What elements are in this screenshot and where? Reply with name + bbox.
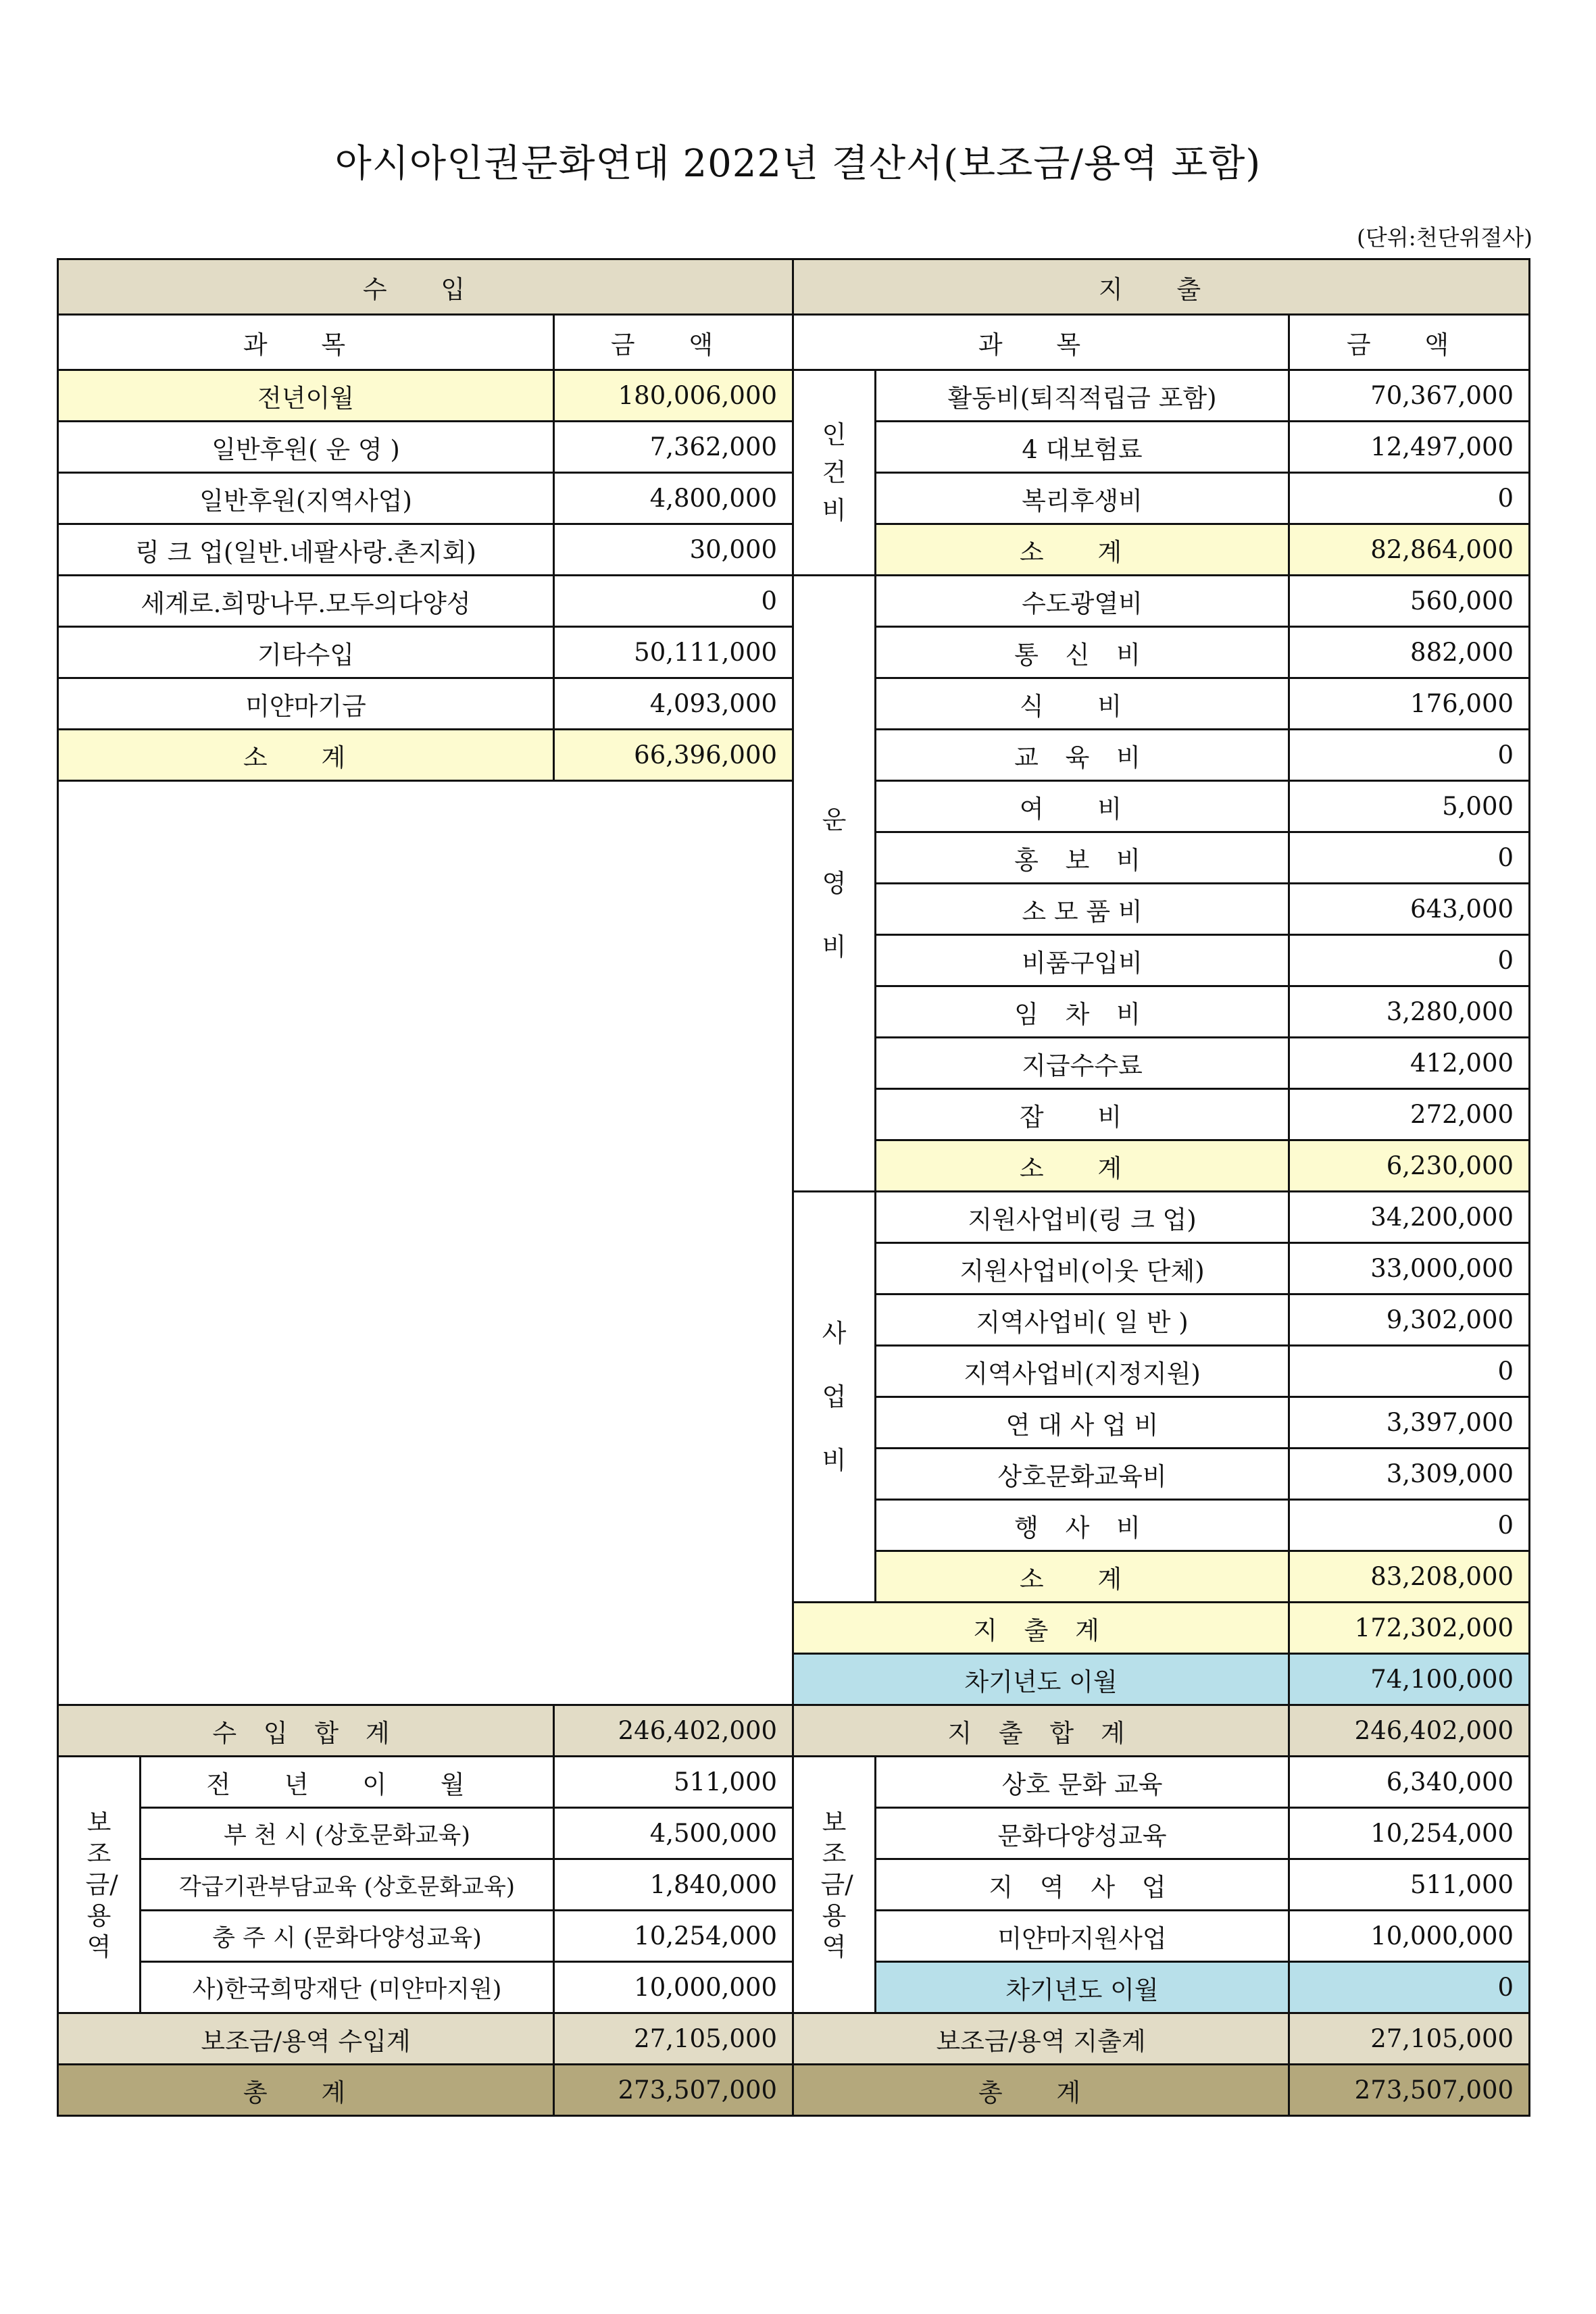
subsidy-income-label: 부 천 시 (상호문화교육): [141, 1808, 554, 1859]
expense-label: 지원사업비(이웃 단체): [876, 1243, 1289, 1294]
expense-amount: 3,280,000: [1289, 986, 1530, 1038]
personnel-subtotal-label: 소 계: [876, 524, 1289, 576]
grand-total-income-amount: 273,507,000: [554, 2065, 793, 2116]
expense-header: 지 출: [793, 259, 1530, 315]
expense-amount: 0: [1289, 730, 1530, 781]
expense-label: 행 사 비: [876, 1500, 1289, 1551]
expense-label: 상호문화교육비: [876, 1449, 1289, 1500]
projects-group-text: 사업비: [822, 1318, 847, 1475]
expense-amount: 272,000: [1289, 1089, 1530, 1140]
unit-note: (단위:천단위절사): [1356, 224, 1532, 251]
expense-label: 임 차 비: [876, 986, 1289, 1038]
subsidy-income-amount: 10,254,000: [554, 1911, 793, 1962]
expense-amount: 70,367,000: [1289, 370, 1530, 422]
expense-amount: 5,000: [1289, 781, 1530, 832]
expense-label: 교 육 비: [876, 730, 1289, 781]
expense-subject-header: 과 목: [793, 315, 1289, 370]
expense-amount: 34,200,000: [1289, 1192, 1530, 1243]
expense-total-label: 지 출 계: [793, 1603, 1289, 1654]
expense-amount: 0: [1289, 935, 1530, 986]
income-label: 일반후원(지역사업): [58, 473, 554, 524]
subsidy-expense-label: 문화다양성교육: [876, 1808, 1289, 1859]
income-empty-area: [58, 781, 793, 1705]
expense-total-amount: 172,302,000: [1289, 1603, 1530, 1654]
expense-label: 비품구입비: [876, 935, 1289, 986]
expense-label: 여 비: [876, 781, 1289, 832]
income-amount: 180,006,000: [554, 370, 793, 422]
income-amount: 4,800,000: [554, 473, 793, 524]
expense-label: 연 대 사 업 비: [876, 1397, 1289, 1449]
income-label: 미얀마기금: [58, 678, 554, 730]
expense-label: 지원사업비(링 크 업): [876, 1192, 1289, 1243]
subsidy-income-label: 전 년 이 월: [141, 1757, 554, 1808]
carryover-label: 차기년도 이월: [793, 1654, 1289, 1705]
subsidy-expense-group-label: [793, 1757, 876, 2013]
subsidy-income-total-label: 보조금/용역 수입계: [58, 2013, 554, 2065]
income-label: 일반후원( 운 영 ): [58, 422, 554, 473]
expense-amount: 12,497,000: [1289, 422, 1530, 473]
page-title: 아시아인권문화연대 2022년 결산서(보조금/용역 포함): [334, 142, 1262, 186]
expense-amount: 882,000: [1289, 627, 1530, 678]
expense-label: 활동비(퇴직적립금 포함): [876, 370, 1289, 422]
income-amount-header: 금 액: [554, 315, 793, 370]
subsidy-expense-label: 상호 문화 교육: [876, 1757, 1289, 1808]
subsidy-expense-amount: 10,000,000: [1289, 1911, 1530, 1962]
expense-label: 4 대보험료: [876, 422, 1289, 473]
income-subtotal-amount: 66,396,000: [554, 730, 793, 781]
expense-label: 홍 보 비: [876, 832, 1289, 884]
income-subject-header: 과 목: [58, 315, 554, 370]
expense-label: 지역사업비(지정지원): [876, 1346, 1289, 1397]
expense-label: 식 비: [876, 678, 1289, 730]
expense-label: 지급수수료: [876, 1038, 1289, 1089]
income-sum-label: 수 입 합 계: [58, 1705, 554, 1757]
income-subtotal-label: 소 계: [58, 730, 554, 781]
income-amount: 30,000: [554, 524, 793, 576]
subsidy-expense-amount: 6,340,000: [1289, 1757, 1530, 1808]
expense-amount: 3,309,000: [1289, 1449, 1530, 1500]
expense-amount: 0: [1289, 1346, 1530, 1397]
subsidy-income-amount: 1,840,000: [554, 1859, 793, 1911]
subsidy-income-amount: 4,500,000: [554, 1808, 793, 1859]
expense-amount: 0: [1289, 1500, 1530, 1551]
subsidy-income-total-amount: 27,105,000: [554, 2013, 793, 2065]
grand-total-income-label: 총 계: [58, 2065, 554, 2116]
expense-amount: 9,302,000: [1289, 1294, 1530, 1346]
income-label: 링 크 업(일반.네팔사랑.촌지회): [58, 524, 554, 576]
subsidy-expense-amount: 10,254,000: [1289, 1808, 1530, 1859]
subsidy-income-group-text: 보조금/용역: [85, 1807, 118, 1961]
subsidy-expense-amount: 511,000: [1289, 1859, 1530, 1911]
operations-subtotal-label: 소 계: [876, 1140, 1289, 1192]
income-sum-amount: 246,402,000: [554, 1705, 793, 1757]
subsidy-income-amount: 10,000,000: [554, 1962, 793, 2013]
expense-sum-label: 지 출 합 계: [793, 1705, 1289, 1757]
subsidy-carryover-amount: 0: [1289, 1962, 1530, 2013]
grand-total-expense-label: 총 계: [793, 2065, 1289, 2116]
expense-amount: 560,000: [1289, 576, 1530, 627]
expense-label: 소 모 품 비: [876, 884, 1289, 935]
expense-amount: 412,000: [1289, 1038, 1530, 1089]
income-amount: 4,093,000: [554, 678, 793, 730]
income-label: 세계로.희망나무.모두의다양성: [58, 576, 554, 627]
subsidy-expense-total-amount: 27,105,000: [1289, 2013, 1530, 2065]
subsidy-income-amount: 511,000: [554, 1757, 793, 1808]
expense-amount-header: 금 액: [1289, 315, 1530, 370]
expense-amount: 33,000,000: [1289, 1243, 1530, 1294]
carryover-amount: 74,100,000: [1289, 1654, 1530, 1705]
income-amount: 0: [554, 576, 793, 627]
subsidy-expense-total-label: 보조금/용역 지출계: [793, 2013, 1289, 2065]
expense-label: 통 신 비: [876, 627, 1289, 678]
personnel-group-text: 인건비: [822, 420, 847, 525]
settlement-table: [57, 258, 1530, 2117]
subsidy-expense-group-text: 보조금/용역: [820, 1807, 853, 1961]
subsidy-income-label: 충 주 시 (문화다양성교육): [141, 1911, 554, 1962]
grand-total-expense-amount: 273,507,000: [1289, 2065, 1530, 2116]
subsidy-expense-label: 미얀마지원사업: [876, 1911, 1289, 1962]
subsidy-income-label: 각급기관부담교육 (상호문화교육): [141, 1859, 554, 1911]
operations-group-text: 운영비: [822, 805, 847, 961]
income-header: 수 입: [58, 259, 793, 315]
subsidy-income-group-label: [58, 1757, 141, 2013]
projects-subtotal-amount: 83,208,000: [1289, 1551, 1530, 1603]
subsidy-carryover-label: 차기년도 이월: [876, 1962, 1289, 2013]
expense-amount: 643,000: [1289, 884, 1530, 935]
expense-amount: 0: [1289, 473, 1530, 524]
operations-subtotal-amount: 6,230,000: [1289, 1140, 1530, 1192]
projects-subtotal-label: 소 계: [876, 1551, 1289, 1603]
expense-amount: 0: [1289, 832, 1530, 884]
income-label: 전년이월: [58, 370, 554, 422]
expense-amount: 176,000: [1289, 678, 1530, 730]
income-amount: 50,111,000: [554, 627, 793, 678]
projects-group-label: [793, 1192, 876, 1603]
income-label: 기타수입: [58, 627, 554, 678]
income-amount: 7,362,000: [554, 422, 793, 473]
personnel-subtotal-amount: 82,864,000: [1289, 524, 1530, 576]
subsidy-income-label: 사)한국희망재단 (미얀마지원): [141, 1962, 554, 2013]
personnel-group-label: [793, 370, 876, 576]
expense-label: 복리후생비: [876, 473, 1289, 524]
expense-sum-amount: 246,402,000: [1289, 1705, 1530, 1757]
expense-label: 수도광열비: [876, 576, 1289, 627]
expense-label: 지역사업비( 일 반 ): [876, 1294, 1289, 1346]
expense-label: 잡 비: [876, 1089, 1289, 1140]
subsidy-expense-label: 지 역 사 업: [876, 1859, 1289, 1911]
operations-group-label: [793, 576, 876, 1192]
expense-amount: 3,397,000: [1289, 1397, 1530, 1449]
